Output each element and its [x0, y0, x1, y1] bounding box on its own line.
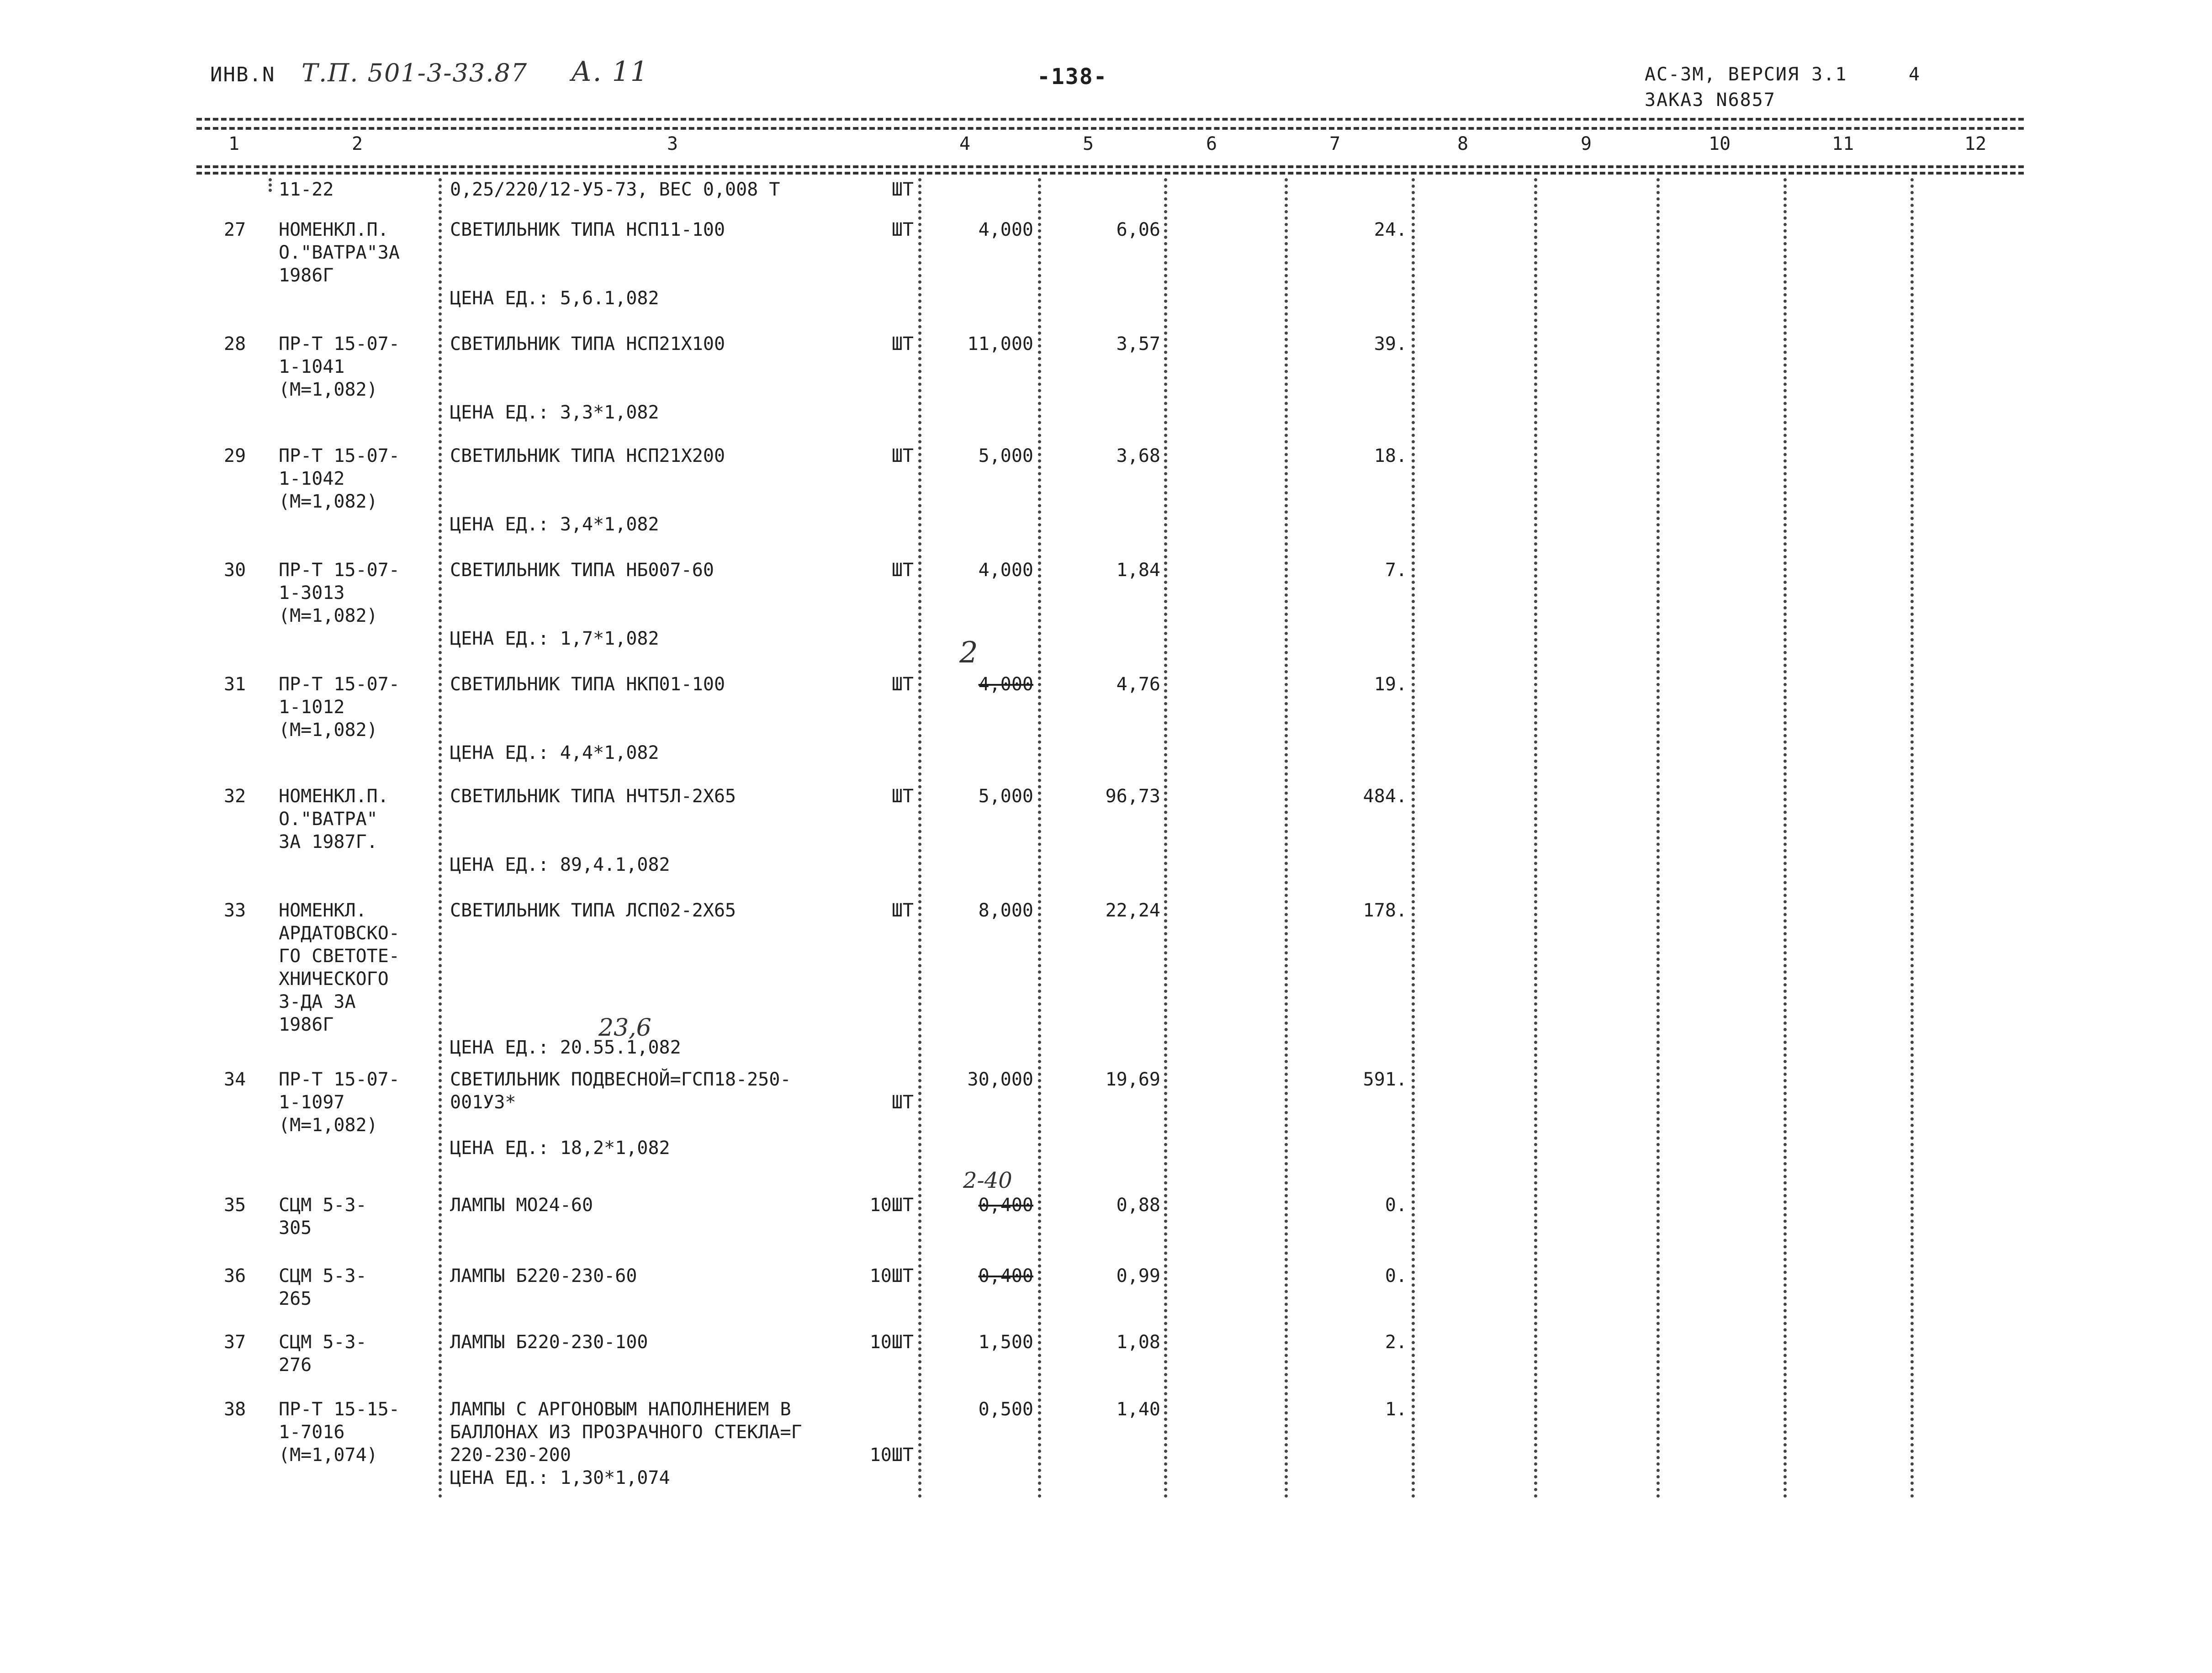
row-code-line: 1-1097: [279, 1092, 345, 1113]
row-code-line: 305: [279, 1218, 312, 1239]
row-code-line: 276: [279, 1355, 312, 1376]
column-header-5: 5: [1083, 133, 1094, 154]
row-name-line: СВЕТИЛЬНИК ПОДВЕСНОЙ=ГСП18-250-: [450, 1069, 791, 1090]
row-number: 27: [224, 219, 246, 240]
row-total: 484.: [1363, 786, 1407, 807]
row-price-note: ЦЕНА ЕД.: 1,7*1,082: [450, 628, 659, 649]
row-unit-price: 96,73: [1105, 786, 1160, 807]
row-number: 37: [224, 1332, 246, 1353]
col-sep-3: [918, 178, 921, 1498]
row-unit: ШТ: [891, 445, 914, 466]
row-name-line: СВЕТИЛЬНИК ТИПА НСП11-100: [450, 219, 725, 240]
column-header-11: 11: [1832, 133, 1854, 154]
column-header-1: 1: [228, 133, 240, 154]
album-number: А. 11: [571, 56, 649, 88]
row-unit: 10ШТ: [869, 1265, 914, 1287]
row-code-line: НОМЕНКЛ.П.: [279, 786, 389, 807]
order-number: ЗАКАЗ N6857: [1645, 90, 1776, 111]
col-sep-5: [1164, 178, 1167, 1498]
row-number: 35: [224, 1195, 246, 1216]
row-name-line: СВЕТИЛЬНИК ТИПА НЧТ5Л-2Х65: [450, 786, 736, 807]
row-name-line: ЛАМПЫ Б220-230-100: [450, 1332, 648, 1353]
header-rule-bottom2: [196, 172, 2024, 175]
column-header-6: 6: [1206, 133, 1217, 154]
row-unit: ШТ: [891, 786, 914, 807]
row-unit: 10ШТ: [869, 1445, 914, 1466]
row-total: 0.: [1385, 1195, 1407, 1216]
row-quantity: 30,000: [967, 1069, 1033, 1090]
row-code-line: 1986Г: [279, 1014, 334, 1035]
header-rule-mid: [196, 127, 2024, 130]
row-total: 2.: [1385, 1332, 1407, 1353]
row-total: 7.: [1385, 560, 1407, 581]
row-unit: ШТ: [891, 674, 914, 695]
row-unit-price: 1,40: [1116, 1399, 1160, 1420]
sheet-number: 4: [1909, 64, 1921, 85]
row-price-note: ЦЕНА ЕД.: 20.55.1,082: [450, 1037, 681, 1058]
row-unit-price: 19,69: [1105, 1069, 1160, 1090]
row-code-line: СЦМ 5-3-: [279, 1265, 367, 1287]
column-header-12: 12: [1964, 133, 1987, 154]
row-code-line: (М=1,082): [279, 379, 378, 400]
row-code-line: ГО СВЕТОТЕ-: [279, 946, 400, 967]
row-unit-price: 3,68: [1116, 445, 1160, 466]
row-name-line: 001У3*: [450, 1092, 516, 1113]
row-code-line: ПР-Т 15-07-: [279, 445, 400, 466]
row-code-line: ПР-Т 15-07-: [279, 674, 400, 695]
column-header-7: 7: [1329, 133, 1341, 154]
row-code-line: (М=1,082): [279, 720, 378, 741]
row-name-line: СВЕТИЛЬНИК ТИПА НСП21Х100: [450, 334, 725, 355]
row-code-line: ПР-Т 15-07-: [279, 1069, 400, 1090]
row-name-line: СВЕТИЛЬНИК ТИПА НКП01-100: [450, 674, 725, 695]
row-total: 19.: [1374, 674, 1407, 695]
row-code-line: ЗА 1987Г.: [279, 831, 378, 852]
row-price-note: ЦЕНА ЕД.: 3,3*1,082: [450, 402, 659, 423]
row-price-note: ЦЕНА ЕД.: 89,4.1,082: [450, 854, 670, 875]
row-number: 30: [224, 560, 246, 581]
row-code-line: 1-1041: [279, 356, 345, 377]
row-code-line: ПР-Т 15-07-: [279, 560, 400, 581]
row-number: 29: [224, 445, 246, 466]
col-sep-8: [1534, 178, 1537, 1498]
row-code-line: АРДАТОВСКО-: [279, 923, 400, 944]
row-code-line: (М=1,082): [279, 605, 378, 626]
row-number: 31: [224, 674, 246, 695]
row-total: 18.: [1374, 445, 1407, 466]
row-unit-price: 0,99: [1116, 1265, 1160, 1287]
header-rule-top: [196, 118, 2024, 121]
row-unit-price: 3,57: [1116, 334, 1160, 355]
row-quantity: 4,000: [978, 674, 1033, 695]
row-code-line: (М=1,082): [279, 491, 378, 512]
row-unit-price: 1,84: [1116, 560, 1160, 581]
page-number: -138-: [1037, 64, 1108, 90]
row-total: 1.: [1385, 1399, 1407, 1420]
col-sep-11: [1910, 178, 1914, 1498]
row-code-line: 1-3013: [279, 582, 345, 604]
row-code-line: СЦМ 5-3-: [279, 1195, 367, 1216]
row-unit-price: 22,24: [1105, 900, 1160, 921]
handwritten-qty-31: 2: [959, 636, 978, 670]
row-code-line: СЦМ 5-3-: [279, 1332, 367, 1353]
col-sep-10: [1783, 178, 1787, 1498]
row-code-line: 1986Г: [279, 265, 334, 286]
row-quantity: 1,500: [978, 1332, 1033, 1353]
row-unit-price: 1,08: [1116, 1332, 1160, 1353]
row-code-line: 11-22: [279, 179, 334, 200]
row-number: 32: [224, 786, 246, 807]
row-unit: ШТ: [891, 560, 914, 581]
row-quantity: 11,000: [967, 334, 1033, 355]
row-number: 36: [224, 1265, 246, 1287]
row-code-line: ПР-Т 15-15-: [279, 1399, 400, 1420]
row-name-line: БАЛЛОНАХ ИЗ ПРОЗРАЧНОГО СТЕКЛА=Г: [450, 1422, 802, 1443]
row-number: 38: [224, 1399, 246, 1420]
row-total: 0.: [1385, 1265, 1407, 1287]
column-header-8: 8: [1457, 133, 1469, 154]
col-sep-6: [1285, 178, 1288, 1498]
header-rule-bottom: [196, 165, 2024, 168]
row-quantity: 4,000: [978, 560, 1033, 581]
row-code-line: НОМЕНКЛ.: [279, 900, 367, 921]
row-code-line: (М=1,082): [279, 1115, 378, 1136]
row-name-line: ЛАМПЫ Б220-230-60: [450, 1265, 637, 1287]
col-sep-9: [1656, 178, 1660, 1498]
row-unit-price: 6,06: [1116, 219, 1160, 240]
row-total: 591.: [1363, 1069, 1407, 1090]
row-total: 24.: [1374, 219, 1407, 240]
col-sep-4: [1038, 178, 1041, 1498]
row-code-line: НОМЕНКЛ.П.: [279, 219, 389, 240]
row-unit-price: 0,88: [1116, 1195, 1160, 1216]
row-price-note: ЦЕНА ЕД.: 1,30*1,074: [450, 1467, 670, 1488]
row-price-note: ЦЕНА ЕД.: 3,4*1,082: [450, 514, 659, 535]
column-header-4: 4: [959, 133, 971, 154]
row-name-line: СВЕТИЛЬНИК ТИПА НБ007-60: [450, 560, 714, 581]
handwritten-qty-35: 2-40: [963, 1168, 1012, 1193]
row-unit: ШТ: [891, 900, 914, 921]
row-quantity: 5,000: [978, 445, 1033, 466]
row-number: 28: [224, 334, 246, 355]
row-name-line: 0,25/220/12-У5-73, ВЕС 0,008 Т: [450, 179, 780, 200]
row-name-line: ЛАМПЫ МО24-60: [450, 1195, 593, 1216]
row-unit: 10ШТ: [869, 1332, 914, 1353]
row-unit: ШТ: [891, 1092, 914, 1113]
project-number: Т.П. 501-3-33.87: [302, 58, 528, 87]
row-name-line: 220-230-200: [450, 1445, 571, 1466]
row-quantity: 0,500: [978, 1399, 1033, 1420]
column-header-10: 10: [1709, 133, 1731, 154]
row-code-line: 265: [279, 1288, 312, 1309]
row-unit-price: 4,76: [1116, 674, 1160, 695]
row-total: 178.: [1363, 900, 1407, 921]
row-number: 34: [224, 1069, 246, 1090]
row-name-line: СВЕТИЛЬНИК ТИПА ЛСП02-2Х65: [450, 900, 736, 921]
row-code-line: ПР-Т 15-07-: [279, 334, 400, 355]
handwritten-price-33: 23,6: [598, 1014, 651, 1042]
row-code-line: 1-7016: [279, 1422, 345, 1443]
row-unit: 10ШТ: [869, 1195, 914, 1216]
col-sep-1: [269, 178, 272, 192]
row-price-note: ЦЕНА ЕД.: 5,6.1,082: [450, 288, 659, 309]
row-unit: ШТ: [891, 219, 914, 240]
row-name-line: ЛАМПЫ С АРГОНОВЫМ НАПОЛНЕНИЕМ В: [450, 1399, 791, 1420]
column-header-2: 2: [352, 133, 363, 154]
row-code-line: 1-1042: [279, 468, 345, 489]
row-code-line: ХНИЧЕСКОГО: [279, 969, 389, 990]
column-header-9: 9: [1581, 133, 1592, 154]
row-quantity: 4,000: [978, 219, 1033, 240]
row-code-line: О."ВАТРА"ЗА: [279, 242, 400, 263]
row-quantity: 5,000: [978, 786, 1033, 807]
row-number: 33: [224, 900, 246, 921]
row-unit: ШТ: [891, 179, 914, 200]
col-sep-7: [1412, 178, 1415, 1498]
col-sep-2: [439, 178, 442, 1498]
row-code-line: 1-1012: [279, 697, 345, 718]
column-header-3: 3: [667, 133, 678, 154]
row-quantity: 0,400: [978, 1195, 1033, 1216]
inventory-label: ИНВ.N: [210, 63, 275, 86]
system-version: АС-3М, ВЕРСИЯ 3.1: [1645, 64, 1847, 85]
row-name-line: СВЕТИЛЬНИК ТИПА НСП21Х200: [450, 445, 725, 466]
row-quantity: 8,000: [978, 900, 1033, 921]
row-price-note: ЦЕНА ЕД.: 4,4*1,082: [450, 742, 659, 763]
row-total: 39.: [1374, 334, 1407, 355]
row-code-line: З-ДА ЗА: [279, 991, 356, 1012]
row-unit: ШТ: [891, 334, 914, 355]
row-code-line: О."ВАТРА": [279, 809, 378, 830]
row-price-note: ЦЕНА ЕД.: 18,2*1,082: [450, 1138, 670, 1159]
row-code-line: (М=1,074): [279, 1445, 378, 1466]
row-quantity: 0,400: [978, 1265, 1033, 1287]
